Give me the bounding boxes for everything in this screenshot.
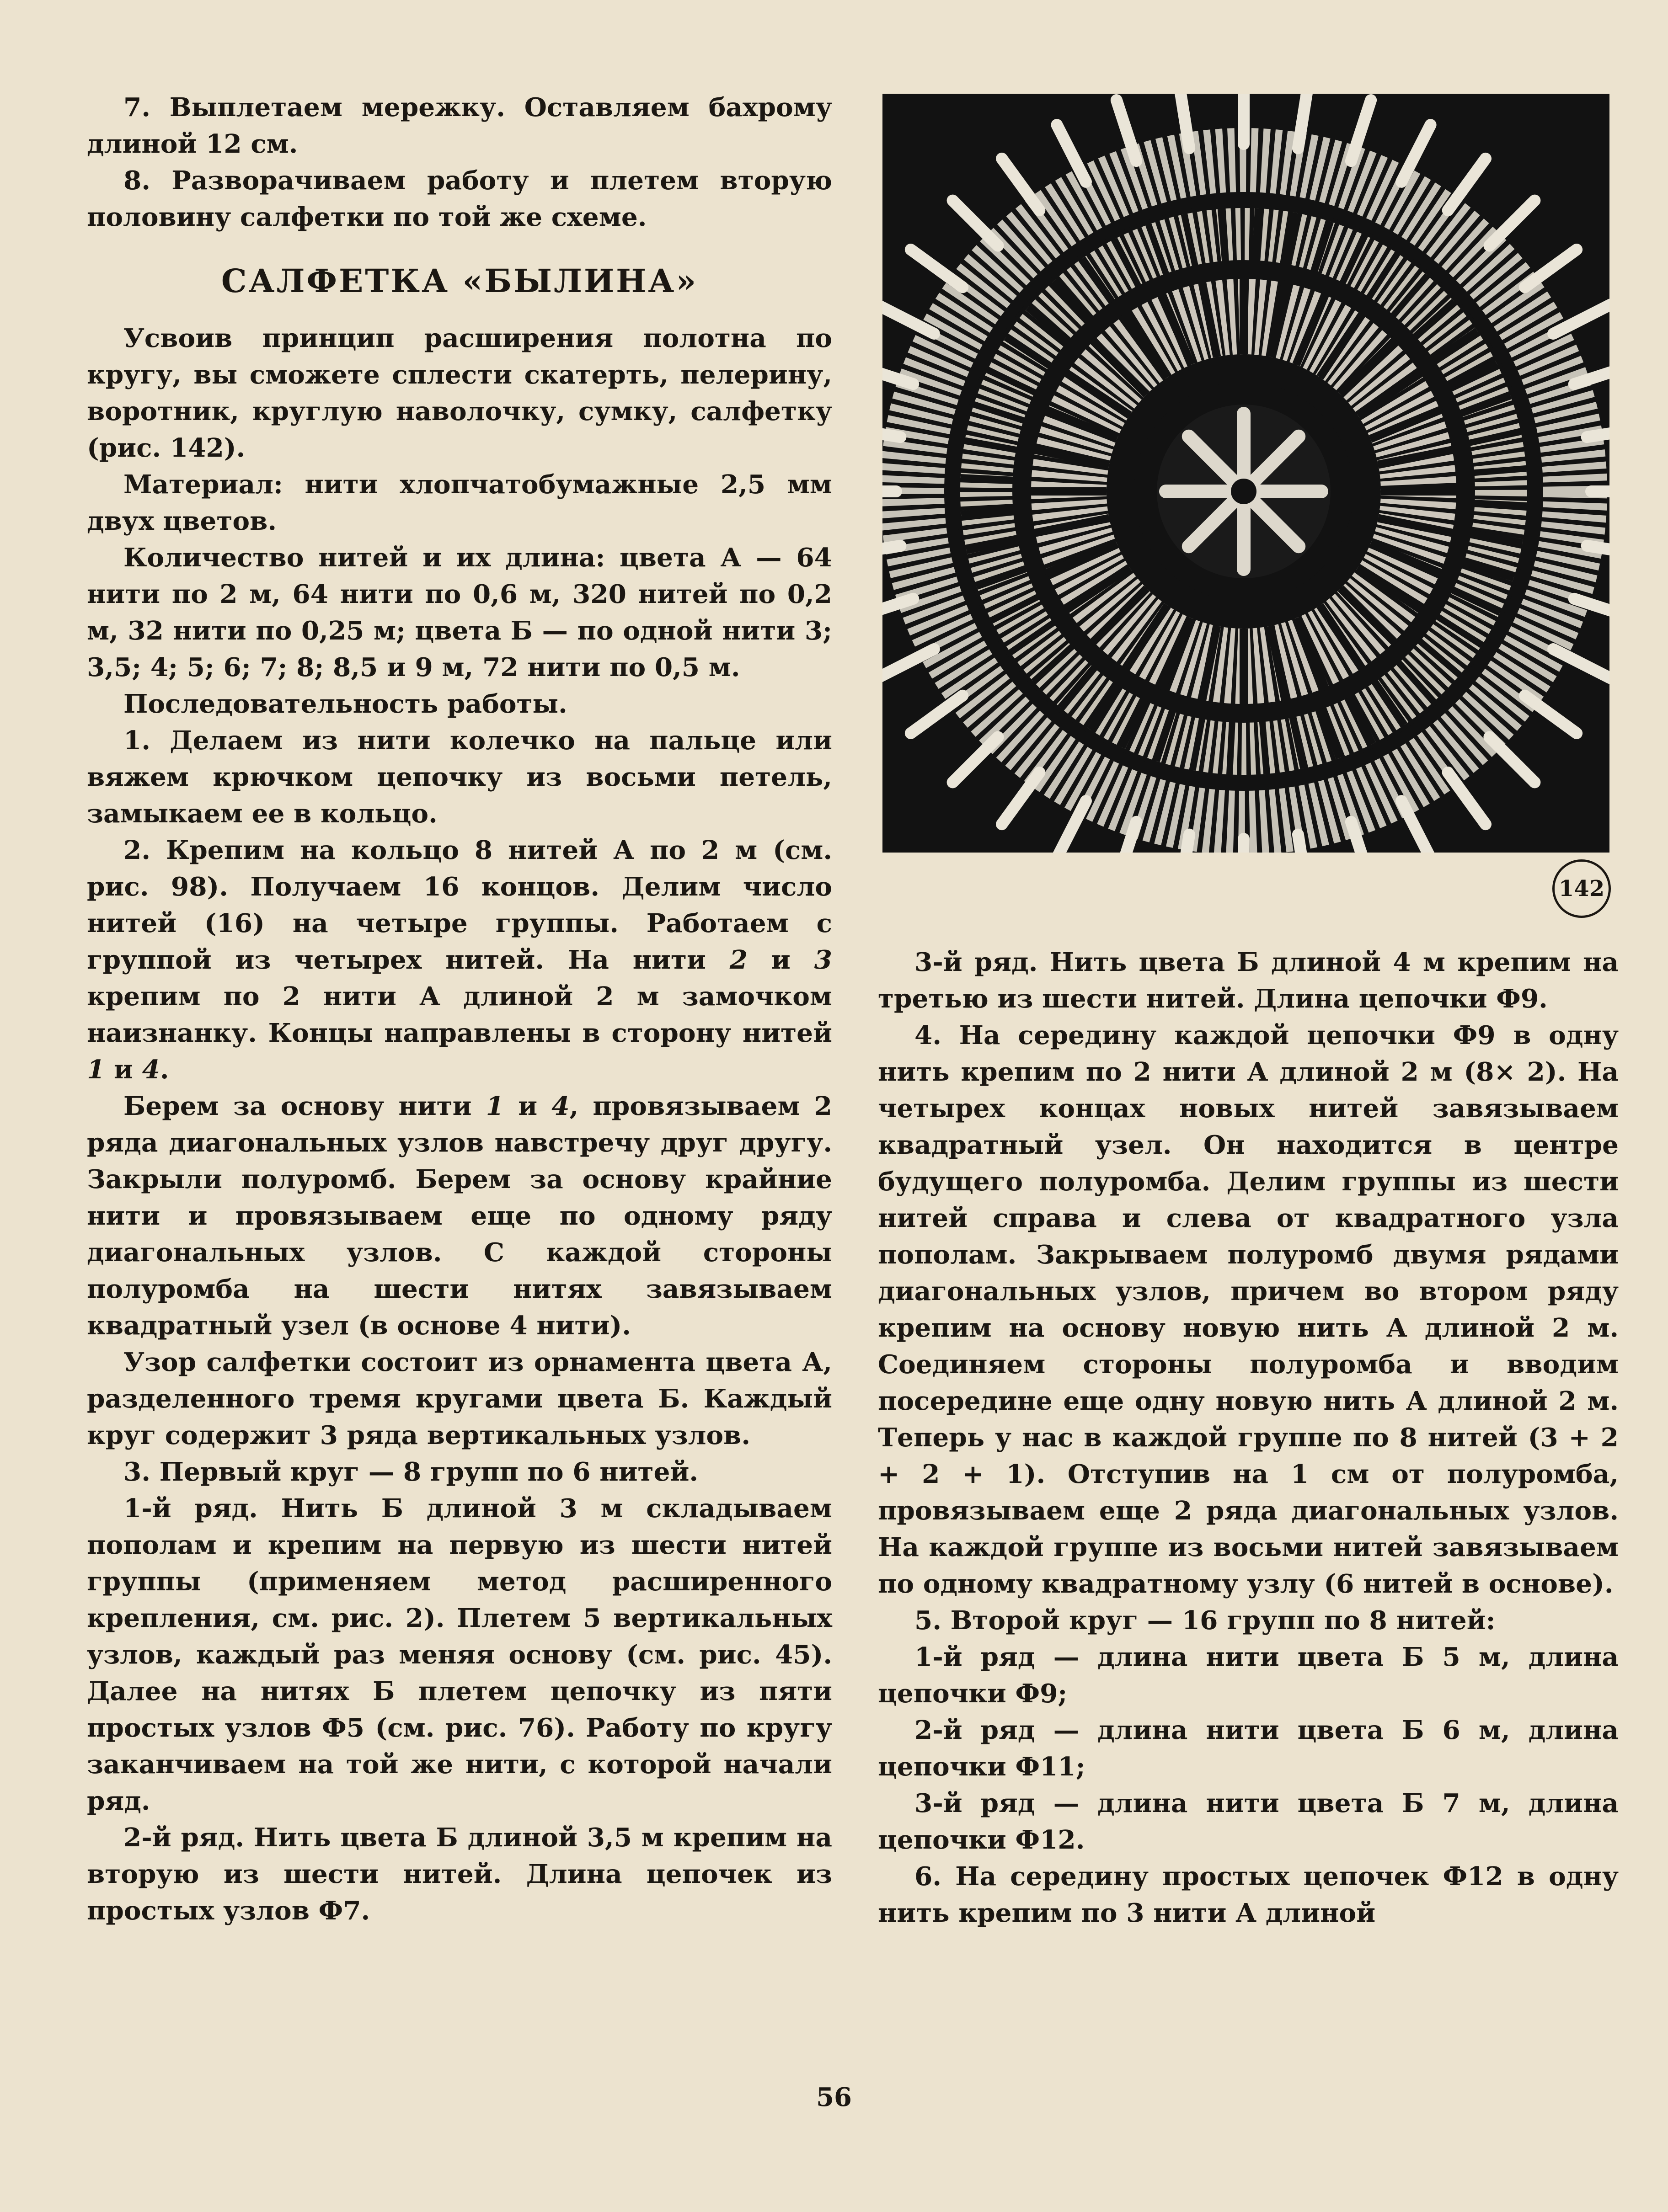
paragraph-step3: 3. Первый круг — 8 групп по 6 нитей.	[123, 1457, 699, 1487]
paragraph-row2: 2-й ряд. Нить цвета Б длиной 3,5 м крепим на вторую из шести нитей. Длина цепочек из простых узлов Ф7.	[87, 1823, 832, 1926]
figure-number: 142	[1552, 859, 1611, 918]
middle-spoke	[1255, 208, 1258, 261]
paragraph-material: Материал: нити хлопчатобумажные 2,5 мм двух цветов.	[87, 469, 832, 536]
paragraph-row1: 1-й ряд. Нить Б длиной 3 м складываем пополам и крепим на первую из шести нитей группы (применяем метод расширенного крепления, см. рис. 2). Плетем 5 вертикальных узлов, каждый раз меняя основу (см. рис. 45). Далее на нитях Б плетем цепочку из пяти простых узлов Ф5 (см. рис. 76). Работу по кругу заканчиваем на той же нити, с которой начали ряд.	[87, 1493, 832, 1816]
left-column	[87, 89, 832, 1929]
paragraph-step4: 4. На середину каждой цепочки Ф9 в одну нить крепим по 2 нити А длиной 2 м (8× 2). На четырех концах новых нитей завязываем квадратный узел. Он находится в центре будущего полуромба. Делим группы из шести нитей справа и слева от квадратного узла пополам. Закрываем полуромб двумя рядами диагональных узлов, причем во втором ряду крепим на основу новую нить А длиной 2 м. Соединяем стороны полуромба и вводим посередине еще одну новую нить А длиной 2 м. Теперь у нас в каждой группе по 8 нитей (3 + 2 + 2 + 1). Отступив на 1 см от полуромба, провязываем еще 2 ряда диагональных узлов. На каждой группе из восьми нитей завязываем по одному квадратному узлу (6 нитей в основе).	[878, 1020, 1619, 1599]
tassel	[1002, 773, 1039, 824]
page-number: 56	[816, 2082, 852, 2112]
tassel	[1298, 94, 1308, 148]
tassel	[953, 737, 998, 782]
paragraph-step6: 6. На середину простых цепочек Ф12 в одну нить крепим по 3 нити А длиной	[878, 1861, 1619, 1928]
paragraph-thread-count: Количество нитей и их длина: цвета А — 64 нити по 2 м, 64 нити по 0,6 м, 320 нитей по 0,2 м, 32 нити по 0,25 м; цвета Б — по одной нити 3; 3,5; 4; 5; 6; 7; 8; 8,5 и 9 м, 72 нити по 0,5 м.	[87, 543, 832, 682]
middle-spoke	[1369, 253, 1397, 298]
middle-spoke	[1221, 209, 1225, 261]
middle-spoke	[1474, 503, 1527, 506]
section-heading: САЛФЕТКА «БЫЛИНА»	[221, 262, 698, 300]
paragraph-base: Берем за основу нити 1 и 4, провязываем 2 ряда диагональных узлов навстречу друг другу. Закрыли полуромб. Берем за основу крайние нити и провязываем еще по одному ряду диагональных узлов. С каждой стороны полуромба на шести нитях завязываем квадратный узел (в основе 4 нити).	[87, 1091, 832, 1341]
tassel	[1525, 696, 1577, 733]
paragraph-step1: 1. Делаем из нити колечко на пальце или вяжем крючком цепочку из восьми петель, замыкаем ее в кольцо.	[87, 725, 832, 829]
tassel	[1448, 773, 1486, 824]
paragraph-pattern: Узор салфетки состоит из орнамента цвета А, разделенного тремя кругами цвета Б. Каждый круг содержит 3 ряда вертикальных узлов.	[87, 1347, 832, 1450]
paragraph-circle2-row3: 3-й ряд — длина нити цвета Б 7 м, длина цепочки Ф12.	[878, 1788, 1619, 1855]
paragraph-step2: 2. Крепим на кольцо 8 нитей А по 2 м (см. рис. 98). Получаем 16 концов. Делим число нитей (16) на четыре группы. Работаем с группой из четырех нитей. На нити 2 и 3 крепим по 2 нити А длиной 2 м замочком наизнанку. Концы направлены в сторону нитей 1 и 4.	[87, 835, 832, 1085]
tassel	[1525, 250, 1577, 287]
tassel	[1553, 649, 1609, 678]
paragraph-step5: 5. Второй круг — 16 групп по 8 нитей:	[914, 1605, 1496, 1636]
tassel	[911, 696, 962, 733]
right-column	[878, 944, 1619, 1931]
tassel	[1489, 201, 1534, 246]
middle-spoke	[1010, 623, 1054, 652]
paragraph-intro: Усвоив принцип расширения полотна по кругу, вы сможете сплести скатерть, пелерину, воротник, круглую наволочку, сумку, салфетку (рис. 142).	[87, 323, 832, 463]
middle-spoke	[1230, 722, 1232, 774]
middle-spoke	[961, 477, 1013, 480]
paragraph-circle2-row2: 2-й ряд — длина нити цвета Б 6 м, длина цепочки Ф11;	[878, 1715, 1619, 1782]
middle-spoke	[1262, 721, 1267, 774]
tassel	[1002, 159, 1039, 210]
tassel	[882, 546, 900, 556]
middle-spoke	[1420, 641, 1460, 675]
middle-spoke	[1393, 276, 1427, 316]
middle-spoke	[1033, 646, 1072, 682]
paragraph-circle2-row1: 1-й ряд — длина нити цвета Б 5 м, длина цепочки Ф9;	[878, 1642, 1619, 1709]
napkin-photo	[882, 94, 1609, 853]
tassel	[1298, 835, 1308, 853]
tassel	[1489, 737, 1534, 782]
paragraph-step7: 7. Выплетаем мережку. Оставляем бахрому длиной 12 см.	[87, 92, 832, 159]
paragraph-step8: 8. Разворачиваем работу и плетем вторую половину салфетки по той же схеме.	[87, 165, 832, 232]
macrame-napkin-illustration	[882, 94, 1609, 853]
paragraph-row3: 3-й ряд. Нить цвета Б длиной 4 м крепим на третью из шести нитей. Длина цепочки Ф9.	[878, 947, 1619, 1014]
tassel	[1448, 159, 1486, 210]
middle-spoke	[961, 510, 1014, 514]
tassel	[953, 201, 998, 246]
paragraph-sequence: Последовательность работы.	[123, 689, 567, 719]
middle-spoke	[1474, 469, 1526, 473]
tassel	[911, 250, 962, 287]
center-knot	[1231, 479, 1256, 504]
